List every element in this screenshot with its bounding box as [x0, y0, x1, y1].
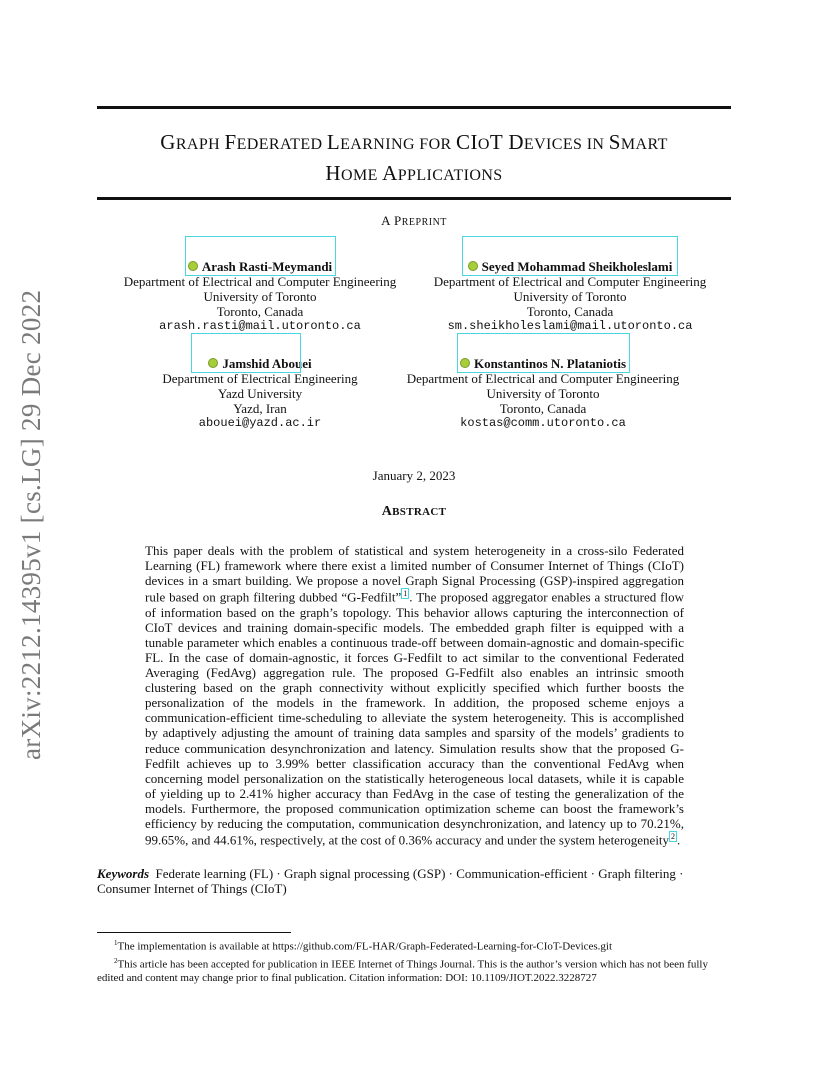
author-loc-1: Toronto, Canada: [216, 304, 304, 319]
title-bottom-rule: [97, 197, 731, 200]
author-dept-4: Department of Electrical and Computer Engineering: [406, 371, 680, 386]
footnote-ref-1[interactable]: 1: [403, 589, 408, 599]
author-link-box-1[interactable]: [185, 236, 336, 276]
author-email-2[interactable]: sm.sheikholeslami@mail.utoronto.ca: [447, 319, 693, 333]
author-dept-2: Department of Electrical and Computer Engineering: [433, 274, 707, 289]
author-dept-3: Department of Electrical Engineering: [162, 371, 358, 386]
title-line-1: GRAPH FEDERATED LEARNING FOR CIOT DEVICES IN SMART: [160, 130, 668, 154]
footnote-1-text[interactable]: The implementation is available at https://github.com/FL-HAR/Graph-Federated-Learning-for-CIoT-Devices.git: [117, 940, 613, 953]
title-line-2: HOME APPLICATIONS: [325, 161, 503, 185]
abstract-heading: ABSTRACT: [381, 504, 447, 519]
abstract-body: This paper deals with the problem of statistical and system heterogeneity in a cross-silo Federated Learning (FL) framework where there exist a limited number of Consumer Internet of Things (CIoT) devices in a smart building. We propose a novel Graph Signal Processing (GSP)-inspired aggregation rule based on graph filtering dubbed “G-Fedfilt” 1 . The proposed aggregator enables a structured flow of information based on the graph’s topology. This behavior allows capturing the interconnection of CIoT devices and training domain-specific models. The embedded graph filter is equipped with a tunable parameter which enables a continuous trade-off between domain-agnostic and domain-specific FL. In the case of domain-agnostic, it forces G-Fedfilt to act similar to the conventional Federated Averaging (FedAvg) aggregation rule. The proposed G-Fedfilt also enables an intrinsic smooth clustering based on the graph connectivity without explicitly specified which further boosts the personalization of the models in the framework. In addition, the proposed scheme enjoys a communication-efficient time-scheduling to alleviate the system heterogeneity. This is accomplished by adaptively adjusting the amount of training data samples and sparsity of the models’ gradients to reduce communication desynchronization and latency. Simulation results show that the proposed G-Fedfilt achieves up to 3.99% better classification accuracy than the conventional FedAvg when concerning model personalization on the statistically heterogeneous local datasets, while it is capable of yielding up to 2.41% higher accuracy than FedAvg in the case of testing the generalization of the models. Furthermore, the proposed communication optimization scheme can boost the framework’s efficiency by reducing the computation, communication desynchronization, and latency up to 70.21%, 99.65%, and 44.61%, respectively, at the cost of 0.36% accuracy and under the system heterogeneity 2 .: [145, 543, 684, 848]
footnotes: [97, 936, 731, 985]
author-email-3[interactable]: abouei@yazd.ac.ir: [198, 416, 322, 430]
keywords-text: Federate learning (FL) · Graph signal processing (GSP) · Communication-efficient · Graph filtering · Consumer Internet of Things (CIoT): [97, 866, 684, 896]
publication-date: January 2, 2023: [372, 468, 456, 483]
author-email-1[interactable]: arash.rasti@mail.utoronto.ca: [159, 319, 361, 333]
keywords-label: Keywords: [97, 866, 149, 881]
author-link-box-3[interactable]: [191, 333, 301, 373]
footnote-2-text: This article has been accepted for publication in IEEE Internet of Things Journal. This is the author’s version which has not been fully edited and content may change prior to final publication. Citation information: DOI: 10.1109/JIOT.2022.3228727: [97, 958, 708, 985]
author-name-2[interactable]: Seyed Mohammad Sheikholeslami: [468, 259, 673, 274]
preprint-label: A PREPRINT: [381, 213, 447, 228]
author-inst-3: Yazd University: [217, 386, 303, 401]
footnote-1: $^1$The implementation is available at https://github.com/FL-HAR/Graph-Federated-Learning-for-CIoT-Devices.git: [114, 939, 613, 953]
author-inst-2: University of Toronto: [513, 289, 627, 304]
author-name-1[interactable]: Arash Rasti-Meymandi: [188, 259, 332, 274]
author-link-box-4[interactable]: [457, 333, 630, 373]
footnote-rule: [97, 932, 291, 933]
author-link-box-2[interactable]: [462, 236, 678, 276]
author-name-4[interactable]: Konstantinos N. Plataniotis: [460, 356, 626, 371]
author-loc-4: Toronto, Canada: [499, 401, 587, 416]
footnote-2: $^2$This article has been accepted for publication in IEEE Internet of Things Journal. This is the author’s version which has not been fully edited and content may change prior to final publication. Citation information: DOI: 10.1109/JIOT.2022.3228727: [97, 956, 708, 985]
author-email-4[interactable]: kostas@comm.utoronto.ca: [460, 416, 626, 430]
author-loc-2: Toronto, Canada: [526, 304, 614, 319]
author-loc-3: Yazd, Iran: [233, 401, 287, 416]
keywords: [97, 866, 731, 896]
arxiv-stamp[interactable]: arXiv:2212.14395v1 [cs.LG] 29 Dec 2022: [16, 289, 46, 760]
title-top-rule: [97, 106, 731, 109]
footnote-ref-2[interactable]: 2: [671, 832, 676, 842]
author-inst-1: University of Toronto: [203, 289, 317, 304]
author-name-3[interactable]: Jamshid Abouei: [208, 356, 311, 371]
author-inst-4: University of Toronto: [486, 386, 600, 401]
author-dept-1: Department of Electrical and Computer Engineering: [123, 274, 397, 289]
paper-title: [97, 128, 731, 190]
